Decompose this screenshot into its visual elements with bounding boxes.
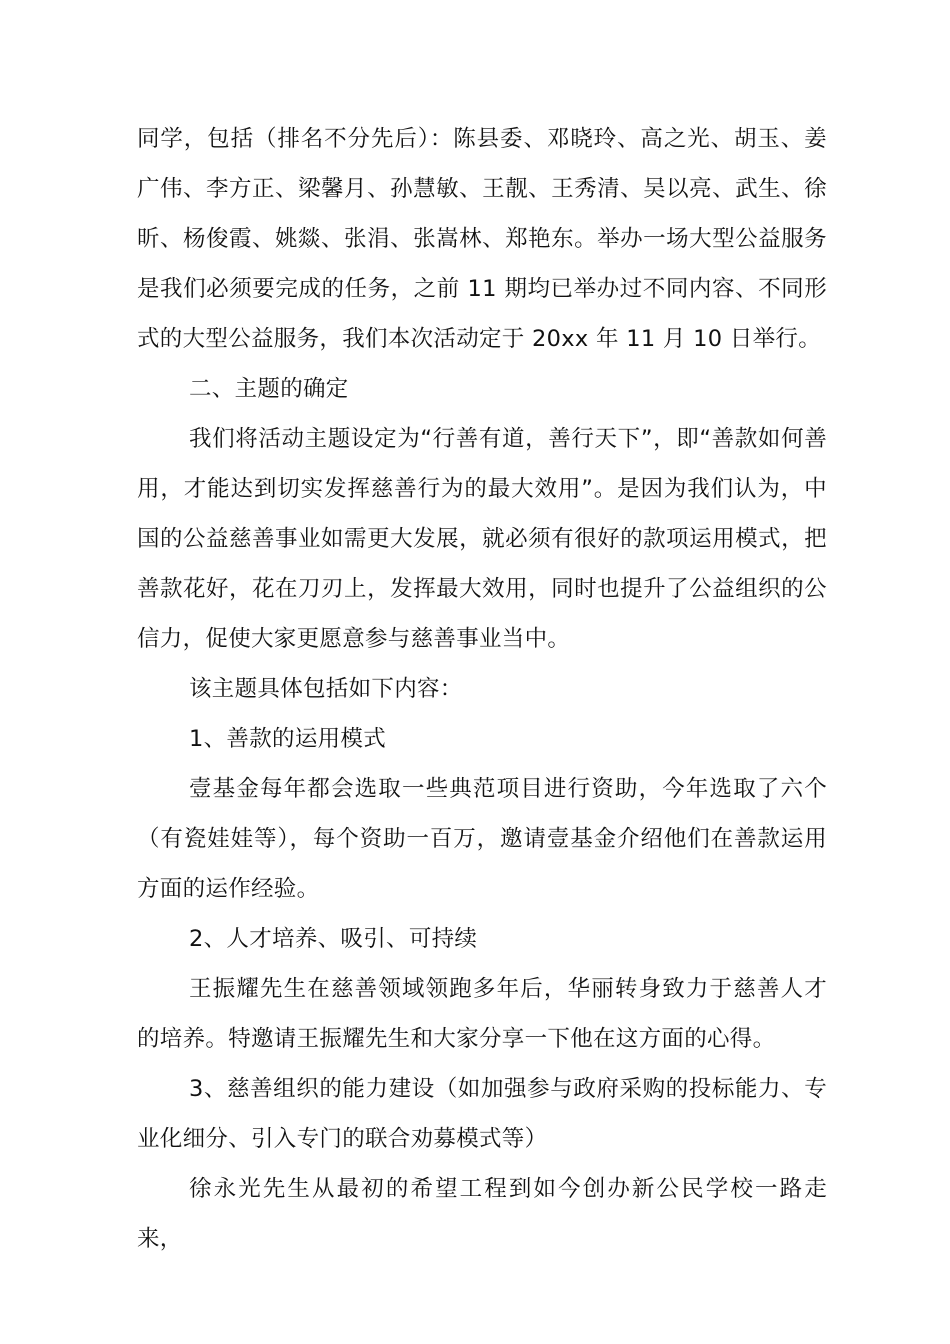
paragraph-talent: 王振耀先生在慈善领域领跑多年后，华丽转身致力于慈善人才的培养。特邀请王振耀先生和大家分享一下他在这方面的心得。 (137, 976, 827, 1052)
paragraph-theme-contents-intro: 该主题具体包括如下内容： (189, 676, 463, 702)
subheading-talent: 2、人才培养、吸引、可持续 (189, 926, 478, 952)
paragraph-capacity-building: 徐永光先生从最初的希望工程到如今创办新公民学校一路走来， (137, 1176, 827, 1252)
paragraph-participants: 同学，包括（排名不分先后）：陈县委、邓晓玲、高之光、胡玉、姜广伟、李方正、梁馨月、孙慧敏、王靓、王秀清、吴以亮、武生、徐昕、杨俊霞、姚燚、张涓、张嵩林、郑艳东。举办一场大型公益服务是我们必须要完成的任务，之前 11 期均已举办过不同内容、不同形式的大型公益服务，我们本次活动定于 20xx 年 11 月 10 日举行。 (137, 126, 827, 352)
subheading-capacity-building: 3、慈善组织的能力建设（如加强参与政府采购的投标能力、专业化细分、引入专门的联合劝募模式等） (137, 1076, 827, 1152)
document-body (137, 114, 827, 1264)
paragraph-fund-usage: 壹基金每年都会选取一些典范项目进行资助，今年选取了六个（有瓷娃娃等），每个资助一百万，邀请壹基金介绍他们在善款运用方面的运作经验。 (137, 776, 827, 902)
paragraph-theme-description: 我们将活动主题设定为“行善有道，善行天下”，即“善款如何善用，才能达到切实发挥慈善行为的最大效用”。是因为我们认为，中国的公益慈善事业如需更大发展，就必须有很好的款项运用模式，把善款花好，花在刀刃上，发挥最大效用，同时也提升了公益组织的公信力，促使大家更愿意参与慈善事业当中。 (137, 426, 827, 652)
subheading-fund-usage: 1、善款的运用模式 (189, 726, 387, 752)
section-heading-theme: 二、主题的确定 (189, 376, 349, 402)
